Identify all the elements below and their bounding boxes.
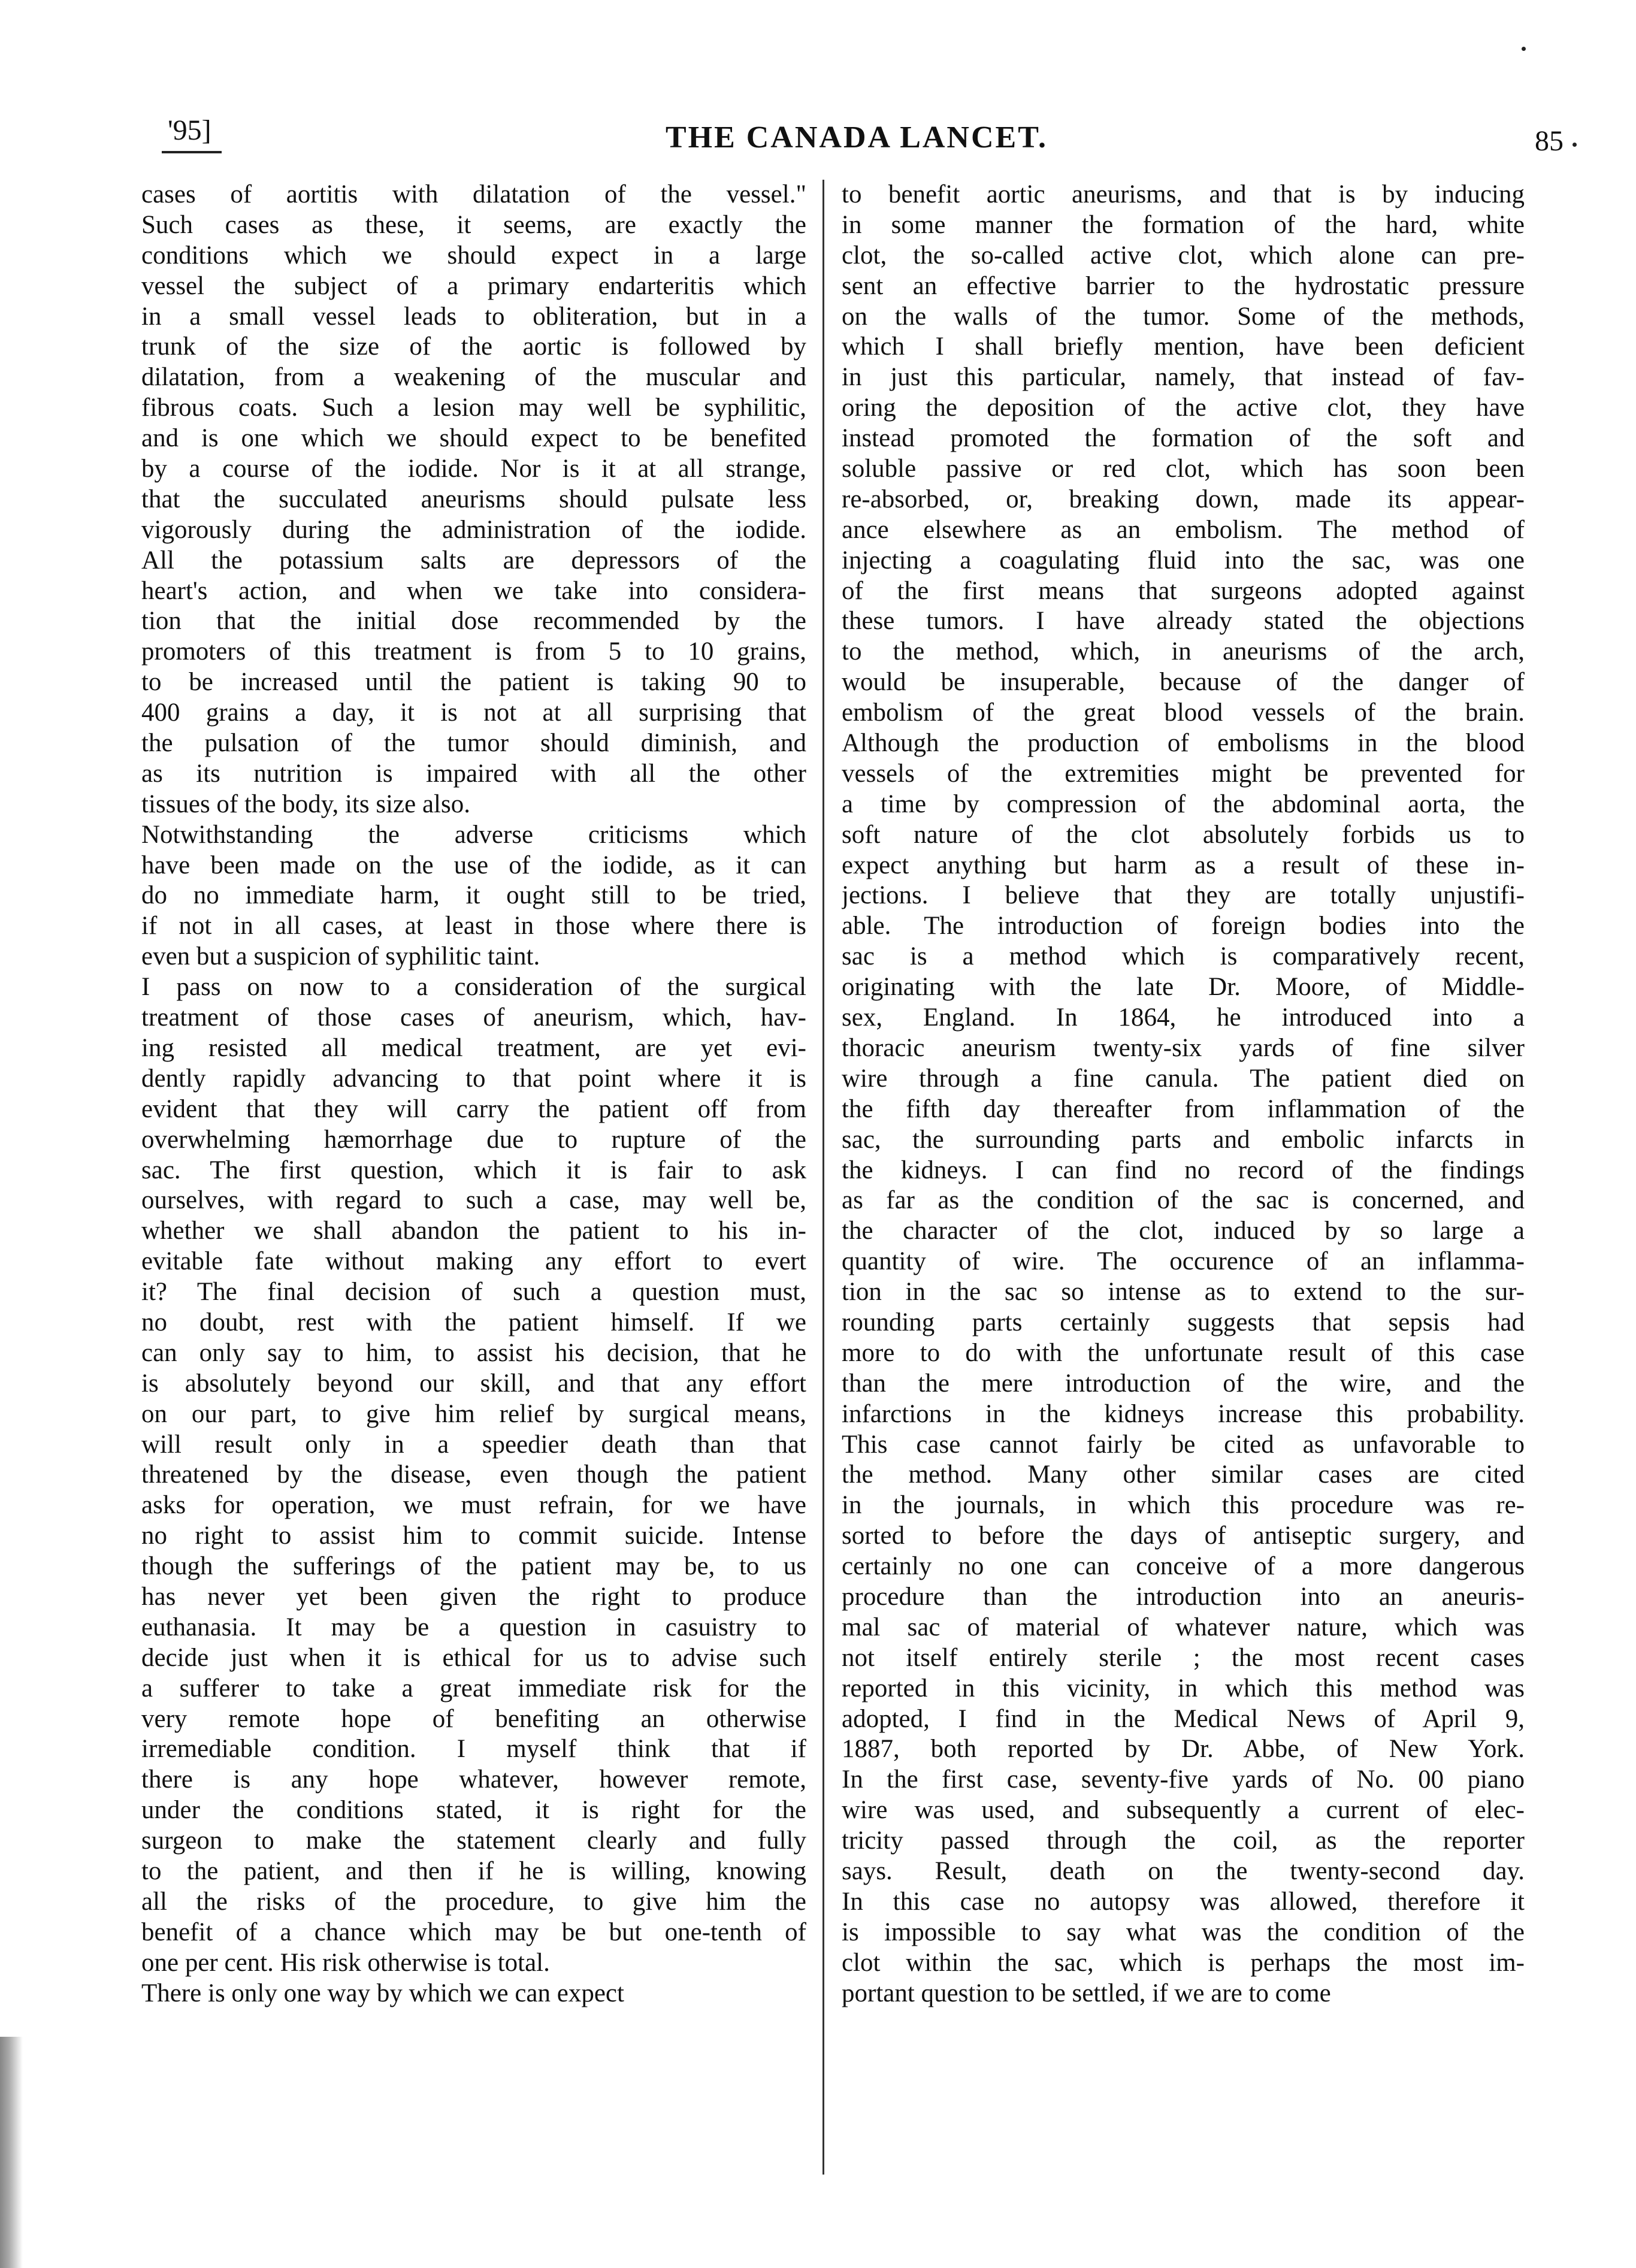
text-line: it? The final decision of such a question must, bbox=[141, 1278, 806, 1307]
text-line: to the method, which, in aneurisms of the arch, bbox=[842, 637, 1525, 666]
text-line: reported in this vicinity, in which this method was bbox=[842, 1674, 1525, 1702]
text-line: fibrous coats. Such a lesion may well be syphilitic, bbox=[141, 394, 806, 422]
text-line: quantity of wire. The occurence of an inflamma- bbox=[842, 1247, 1525, 1276]
text-line: no right to assist him to commit suicide. Intense bbox=[141, 1522, 806, 1550]
text-line: than the mere introduction of the wire, and the bbox=[842, 1369, 1525, 1398]
text-line: sac is a method which is comparatively recent, bbox=[842, 942, 1525, 971]
text-line: in the journals, in which this procedure was re- bbox=[842, 1491, 1525, 1520]
text-line: the character of the clot, induced by so large a bbox=[842, 1217, 1525, 1245]
text-line: heart's action, and when we take into considera- bbox=[141, 576, 806, 605]
text-line: vessel the subject of a primary endarteritis which bbox=[141, 271, 806, 300]
text-line: in some manner the formation of the hard, white bbox=[842, 210, 1525, 239]
text-line: in a small vessel leads to obliteration, but in a bbox=[141, 302, 806, 331]
text-line: All the potassium salts are depressors of the bbox=[141, 546, 806, 574]
text-line: says. Result, death on the twenty-second day. bbox=[842, 1856, 1525, 1885]
text-line: I pass on now to a consideration of the surgical bbox=[141, 973, 806, 1002]
text-line: the kidneys. I can find no record of the findings bbox=[842, 1156, 1525, 1184]
text-line: soft nature of the clot absolutely forbids us to bbox=[842, 820, 1525, 849]
text-line: as far as the condition of the sac is concerned, and bbox=[842, 1186, 1525, 1215]
text-line: more to do with the unfortunate result of this case bbox=[842, 1338, 1525, 1367]
scan-speck bbox=[1522, 47, 1526, 51]
text-line: is absolutely beyond our skill, and that any effort bbox=[141, 1369, 806, 1398]
text-line: ance elsewhere as an embolism. The method of bbox=[842, 515, 1525, 544]
text-line: 400 grains a day, it is not at all surprising that bbox=[141, 698, 806, 727]
text-line: portant question to be settled, if we are to come bbox=[842, 1979, 1331, 2007]
text-line: of the first means that surgeons adopted against bbox=[842, 576, 1525, 605]
text-line: even but a suspicion of syphilitic taint. bbox=[141, 942, 540, 971]
text-line: is impossible to say what was the condition of the bbox=[842, 1918, 1525, 1946]
text-line: in just this particular, namely, that instead of fav- bbox=[842, 363, 1525, 392]
text-line: promoters of this treatment is from 5 to 10 grains, bbox=[141, 637, 806, 666]
text-line: There is only one way by which we can expect bbox=[141, 1979, 624, 2007]
text-line: there is any hope whatever, however remote, bbox=[141, 1765, 806, 1794]
text-line: no doubt, rest with the patient himself. If we bbox=[141, 1308, 806, 1336]
text-line: which I shall briefly mention, have been deficient bbox=[842, 332, 1525, 361]
text-line: This case cannot fairly be cited as unfavorable to bbox=[842, 1430, 1525, 1459]
volume-mark: '95] bbox=[168, 114, 211, 146]
text-line: sac. The first question, which it is fair to ask bbox=[141, 1156, 806, 1184]
text-line: as its nutrition is impaired with all the other bbox=[141, 759, 806, 788]
text-line: and is one which we should expect to be benefited bbox=[141, 424, 806, 453]
text-line: that the succulated aneurisms should pulsate less bbox=[141, 485, 806, 513]
text-line: tissues of the body, its size also. bbox=[141, 790, 470, 818]
text-line: conditions which we should expect in a large bbox=[141, 241, 806, 270]
text-line: to be increased until the patient is taking 90 to bbox=[141, 668, 806, 697]
text-line: to benefit aortic aneurisms, and that is by inducing bbox=[842, 180, 1525, 208]
text-line: whether we shall abandon the patient to his in- bbox=[141, 1217, 806, 1245]
text-line: these tumors. I have already stated the objections bbox=[842, 607, 1525, 636]
text-line: would be insuperable, because of the danger of bbox=[842, 668, 1525, 697]
text-line: sex, England. In 1864, he introduced into a bbox=[842, 1003, 1525, 1032]
text-line: tion that the initial dose recommended by the bbox=[141, 607, 806, 636]
text-line: the fifth day thereafter from inflammation of the bbox=[842, 1094, 1525, 1123]
text-line: tion in the sac so intense as to extend to the sur- bbox=[842, 1278, 1525, 1307]
text-line: sac, the surrounding parts and embolic infarcts in bbox=[842, 1125, 1525, 1154]
text-line: jections. I believe that they are totally unjustifi- bbox=[842, 881, 1525, 910]
text-line: not itself entirely sterile ; the most recent cases bbox=[842, 1643, 1525, 1672]
text-line: on our part, to give him relief by surgical means, bbox=[141, 1399, 806, 1428]
text-line: trunk of the size of the aortic is followed by bbox=[141, 332, 806, 361]
left-text-column bbox=[141, 180, 806, 2175]
text-line: instead promoted the formation of the soft and bbox=[842, 424, 1525, 453]
text-line: surgeon to make the statement clearly and fully bbox=[141, 1827, 806, 1855]
text-line: if not in all cases, at least in those where there is bbox=[141, 912, 806, 941]
text-line: vessels of the extremities might be prevented for bbox=[842, 759, 1525, 788]
text-line: injecting a coagulating fluid into the sac, was one bbox=[842, 546, 1525, 574]
text-line: cases of aortitis with dilatation of the vessel." bbox=[141, 180, 806, 208]
text-line: mal sac of material of whatever nature, which was bbox=[842, 1613, 1525, 1641]
text-line: by a course of the iodide. Nor is it at all strange, bbox=[141, 455, 806, 483]
text-line: will result only in a speedier death than that bbox=[141, 1430, 806, 1459]
column-divider bbox=[822, 180, 824, 2175]
text-line: one per cent. His risk otherwise is total. bbox=[141, 1948, 550, 1977]
text-line: clot, the so-called active clot, which alone can pre- bbox=[842, 241, 1525, 270]
text-line: evitable fate without making any effort to evert bbox=[141, 1247, 806, 1276]
text-line: can only say to him, to assist his decision, that he bbox=[141, 1338, 806, 1367]
text-line: dently rapidly advancing to that point where it is bbox=[141, 1064, 806, 1093]
text-line: embolism of the great blood vessels of the brain. bbox=[842, 698, 1525, 727]
text-line: originating with the late Dr. Moore, of Middle- bbox=[842, 973, 1525, 1002]
text-line: asks for operation, we must refrain, for we have bbox=[141, 1491, 806, 1520]
text-line: Although the production of embolisms in the blood bbox=[842, 729, 1525, 758]
text-line: certainly no one can conceive of a more dangerous bbox=[842, 1552, 1525, 1581]
text-line: dilatation, from a weakening of the muscular and bbox=[141, 363, 806, 392]
text-line: clot within the sac, which is perhaps the most im- bbox=[842, 1948, 1525, 1977]
text-line: thoracic aneurism twenty-six yards of fine silver bbox=[842, 1033, 1525, 1062]
running-header bbox=[150, 114, 1564, 168]
text-line: under the conditions stated, it is right for the bbox=[141, 1796, 806, 1825]
text-line: to the patient, and then if he is willing, knowing bbox=[141, 1856, 806, 1885]
text-line: have been made on the use of the iodide, as it can bbox=[141, 851, 806, 879]
text-line: do no immediate harm, it ought still to be tried, bbox=[141, 881, 806, 910]
text-line: threatened by the disease, even though the patient bbox=[141, 1460, 806, 1489]
text-line: a sufferer to take a great immediate risk for the bbox=[141, 1674, 806, 1702]
text-line: able. The introduction of foreign bodies into the bbox=[842, 912, 1525, 941]
text-line: sorted to before the days of antiseptic surgery, and bbox=[842, 1522, 1525, 1550]
text-line: the method. Many other similar cases are cited bbox=[842, 1460, 1525, 1489]
text-line: re-absorbed, or, breaking down, made its appear- bbox=[842, 485, 1525, 513]
text-line: In the first case, seventy-five yards of No. 00 piano bbox=[842, 1765, 1525, 1794]
journal-title: THE CANADA LANCET. bbox=[665, 120, 1048, 155]
text-line: euthanasia. It may be a question in casuistry to bbox=[141, 1613, 806, 1641]
text-line: a time by compression of the abdominal aorta, the bbox=[842, 790, 1525, 818]
text-line: evident that they will carry the patient off from bbox=[141, 1094, 806, 1123]
text-line: Such cases as these, it seems, are exactly the bbox=[141, 210, 806, 239]
text-line: ourselves, with regard to such a case, may well be, bbox=[141, 1186, 806, 1215]
text-line: wire was used, and subsequently a current of elec- bbox=[842, 1796, 1525, 1825]
text-line: tricity passed through the coil, as the reporter bbox=[842, 1827, 1525, 1855]
text-line: Notwithstanding the adverse criticisms which bbox=[141, 820, 806, 849]
text-line: the pulsation of the tumor should diminish, and bbox=[141, 729, 806, 758]
text-line: sent an effective barrier to the hydrostatic pressure bbox=[842, 271, 1525, 300]
text-line: treatment of those cases of aneurism, which, hav- bbox=[141, 1003, 806, 1032]
page-number: 85 bbox=[1535, 125, 1564, 157]
text-line: irremediable condition. I myself think that if bbox=[141, 1735, 806, 1764]
text-line: oring the deposition of the active clot, they have bbox=[842, 394, 1525, 422]
text-line: vigorously during the administration of the iodide. bbox=[141, 515, 806, 544]
scan-speck bbox=[1573, 143, 1577, 147]
text-line: In this case no autopsy was allowed, therefore it bbox=[842, 1887, 1525, 1916]
text-line: overwhelming hæmorrhage due to rupture of the bbox=[141, 1125, 806, 1154]
text-line: soluble passive or red clot, which has soon been bbox=[842, 455, 1525, 483]
text-line: wire through a fine canula. The patient died on bbox=[842, 1064, 1525, 1093]
text-line: though the sufferings of the patient may be, to us bbox=[141, 1552, 806, 1581]
scan-edge-shadow bbox=[0, 2037, 23, 2268]
text-line: on the walls of the tumor. Some of the methods, bbox=[842, 302, 1525, 331]
text-line: infarctions in the kidneys increase this probability. bbox=[842, 1399, 1525, 1428]
text-line: expect anything but harm as a result of these in- bbox=[842, 851, 1525, 879]
right-text-column bbox=[842, 180, 1525, 2175]
text-line: all the risks of the procedure, to give him the bbox=[141, 1887, 806, 1916]
text-line: benefit of a chance which may be but one-tenth of bbox=[141, 1918, 806, 1946]
text-line: rounding parts certainly suggests that sepsis had bbox=[842, 1308, 1525, 1336]
text-line: 1887, both reported by Dr. Abbe, of New York. bbox=[842, 1735, 1525, 1764]
text-line: has never yet been given the right to produce bbox=[141, 1582, 806, 1611]
text-line: decide just when it is ethical for us to advise such bbox=[141, 1643, 806, 1672]
text-line: adopted, I find in the Medical News of April 9, bbox=[842, 1704, 1525, 1733]
text-line: procedure than the introduction into an aneuris- bbox=[842, 1582, 1525, 1611]
text-line: very remote hope of benefiting an otherwise bbox=[141, 1704, 806, 1733]
text-line: ing resisted all medical treatment, are yet evi- bbox=[141, 1033, 806, 1062]
